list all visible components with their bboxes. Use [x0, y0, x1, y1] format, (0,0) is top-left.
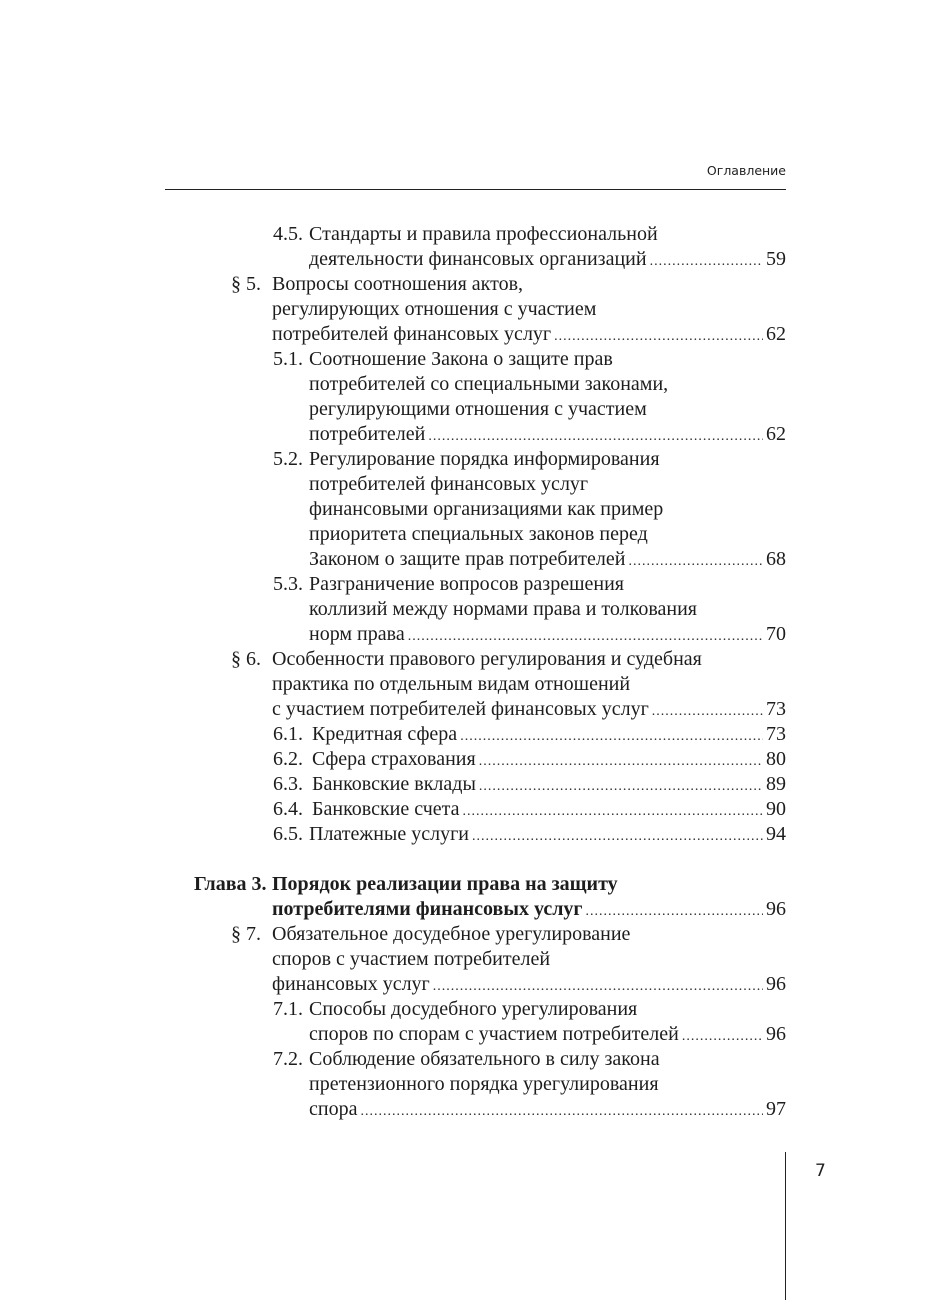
toc-line — [309, 522, 786, 547]
toc-line — [273, 797, 786, 822]
toc-title: Способы досудебного урегулирования — [309, 998, 638, 1020]
dot-leader — [472, 824, 763, 849]
toc-line — [273, 222, 786, 247]
toc-line-chapter — [272, 897, 786, 922]
toc-number: 7.1. — [273, 998, 303, 1020]
page-number: 7 — [815, 1161, 826, 1181]
toc-title: Законом о защите прав потребителей — [309, 548, 626, 570]
toc-line — [231, 922, 786, 947]
toc-line — [309, 472, 786, 497]
toc-line — [309, 597, 786, 622]
toc-number: 5.3. — [273, 573, 303, 595]
toc-title: потребителей финансовых услуг — [272, 323, 552, 345]
dot-leader — [682, 1024, 763, 1049]
dot-leader — [360, 1099, 763, 1124]
toc-title: Особенности правового регулирования и судебная — [272, 648, 702, 670]
toc-line — [272, 972, 786, 997]
toc-line — [309, 372, 786, 397]
toc-line — [309, 247, 786, 272]
toc-number: 6.2. — [273, 748, 303, 770]
toc-number: 4.5. — [273, 223, 303, 245]
toc-title: Соотношение Закона о защите прав — [309, 348, 613, 370]
toc-title: Обязательное досудебное урегулирование — [272, 923, 631, 945]
toc-title: потребителей со специальными законами, — [309, 373, 669, 395]
toc-title: спора — [309, 1098, 358, 1120]
toc-line — [273, 822, 786, 847]
toc-title: с участием потребителей финансовых услуг — [272, 698, 649, 720]
toc-title: Разграничение вопросов разрешения — [309, 573, 624, 595]
toc-title: Вопросы соотношения актов, — [272, 273, 524, 295]
toc-title: споров по спорам с участием потребителей — [309, 1023, 679, 1045]
toc-number: Глава 3. — [194, 873, 267, 895]
toc-title: Соблюдение обязательного в силу закона — [309, 1048, 660, 1070]
toc-line — [309, 1072, 786, 1097]
toc-line — [309, 622, 786, 647]
toc-title: претензионного порядка урегулирования — [309, 1073, 659, 1095]
toc-title: Банковские счета — [312, 798, 460, 820]
toc-title: регулирующих отношения с участием — [272, 298, 597, 320]
toc-title: потребителями финансовых услуг — [272, 898, 583, 920]
toc-line — [309, 497, 786, 522]
toc-page: 62 — [766, 423, 786, 445]
toc-line-chapter — [194, 872, 786, 897]
dot-leader — [428, 424, 763, 449]
toc-number: § 6. — [231, 648, 261, 670]
toc-page: 96 — [766, 973, 786, 995]
toc-line — [273, 722, 786, 747]
toc-title: финансовых услуг — [272, 973, 430, 995]
toc-page: 89 — [766, 773, 786, 795]
toc-title: потребителей финансовых услуг — [309, 473, 589, 495]
toc-page: 59 — [766, 248, 786, 270]
toc-title: Банковские вклады — [312, 773, 476, 795]
toc-title: Стандарты и правила профессиональной — [309, 223, 658, 245]
toc-title: деятельности финансовых организаций — [309, 248, 647, 270]
toc-number: § 5. — [231, 273, 261, 295]
toc-title: норм права — [309, 623, 405, 645]
dot-leader — [652, 699, 763, 724]
dot-leader — [554, 324, 763, 349]
toc-page: 90 — [766, 798, 786, 820]
toc-title: приоритета специальных законов перед — [309, 523, 648, 545]
toc-line — [231, 647, 786, 672]
toc-line — [272, 322, 786, 347]
toc-title: потребителей — [309, 423, 426, 445]
toc-number: 7.2. — [273, 1048, 303, 1070]
toc-line — [309, 547, 786, 572]
toc-line — [273, 1047, 786, 1072]
toc-line — [272, 697, 786, 722]
page-number-rule — [785, 1152, 786, 1300]
dot-leader — [408, 624, 763, 649]
toc-line — [309, 1022, 786, 1047]
toc-line — [273, 747, 786, 772]
toc-title: финансовыми организациями как пример — [309, 498, 664, 520]
toc-line — [273, 997, 786, 1022]
toc-number: 6.1. — [273, 723, 303, 745]
toc-line — [273, 347, 786, 372]
toc-title: регулирующими отношения с участием — [309, 398, 647, 420]
dot-leader — [628, 549, 763, 574]
toc-title: Порядок реализации права на защиту — [272, 873, 618, 895]
toc-line — [273, 447, 786, 472]
toc-line — [309, 397, 786, 422]
toc-page: 62 — [766, 323, 786, 345]
toc-number: 5.1. — [273, 348, 303, 370]
toc-page: 70 — [766, 623, 786, 645]
toc-title: Сфера страхования — [312, 748, 476, 770]
toc-page: 97 — [766, 1098, 786, 1120]
dot-leader — [650, 249, 763, 274]
toc-page: 94 — [766, 823, 786, 845]
toc-line — [309, 422, 786, 447]
toc-page: 96 — [766, 898, 786, 920]
toc-number: 6.3. — [273, 773, 303, 795]
dot-leader — [479, 774, 763, 799]
running-header: Оглавление — [706, 163, 786, 178]
toc-page: 68 — [766, 548, 786, 570]
header-rule — [165, 189, 786, 190]
toc-title: споров с участием потребителей — [272, 948, 551, 970]
toc-line — [309, 1097, 786, 1122]
toc-line — [272, 672, 786, 697]
toc-number: 5.2. — [273, 448, 303, 470]
toc-line — [231, 272, 786, 297]
toc-title: Платежные услуги — [309, 823, 469, 845]
dot-leader — [586, 899, 763, 924]
dot-leader — [460, 724, 763, 749]
dot-leader — [463, 799, 763, 824]
toc-title: коллизий между нормами права и толкования — [309, 598, 697, 620]
toc-title: практика по отдельным видам отношений — [272, 673, 631, 695]
dot-leader — [479, 749, 763, 774]
toc-line — [272, 947, 786, 972]
toc-page: 96 — [766, 1023, 786, 1045]
toc-page: 73 — [766, 698, 786, 720]
toc-line — [273, 572, 786, 597]
toc-line — [272, 297, 786, 322]
toc-page: 80 — [766, 748, 786, 770]
dot-leader — [433, 974, 763, 999]
toc-title: Регулирование порядка информирования — [309, 448, 660, 470]
toc-number: 6.5. — [273, 823, 303, 845]
toc-line — [273, 772, 786, 797]
toc-number: 6.4. — [273, 798, 303, 820]
toc-number: § 7. — [231, 923, 261, 945]
toc-page: 73 — [766, 723, 786, 745]
toc-title: Кредитная сфера — [312, 723, 458, 745]
